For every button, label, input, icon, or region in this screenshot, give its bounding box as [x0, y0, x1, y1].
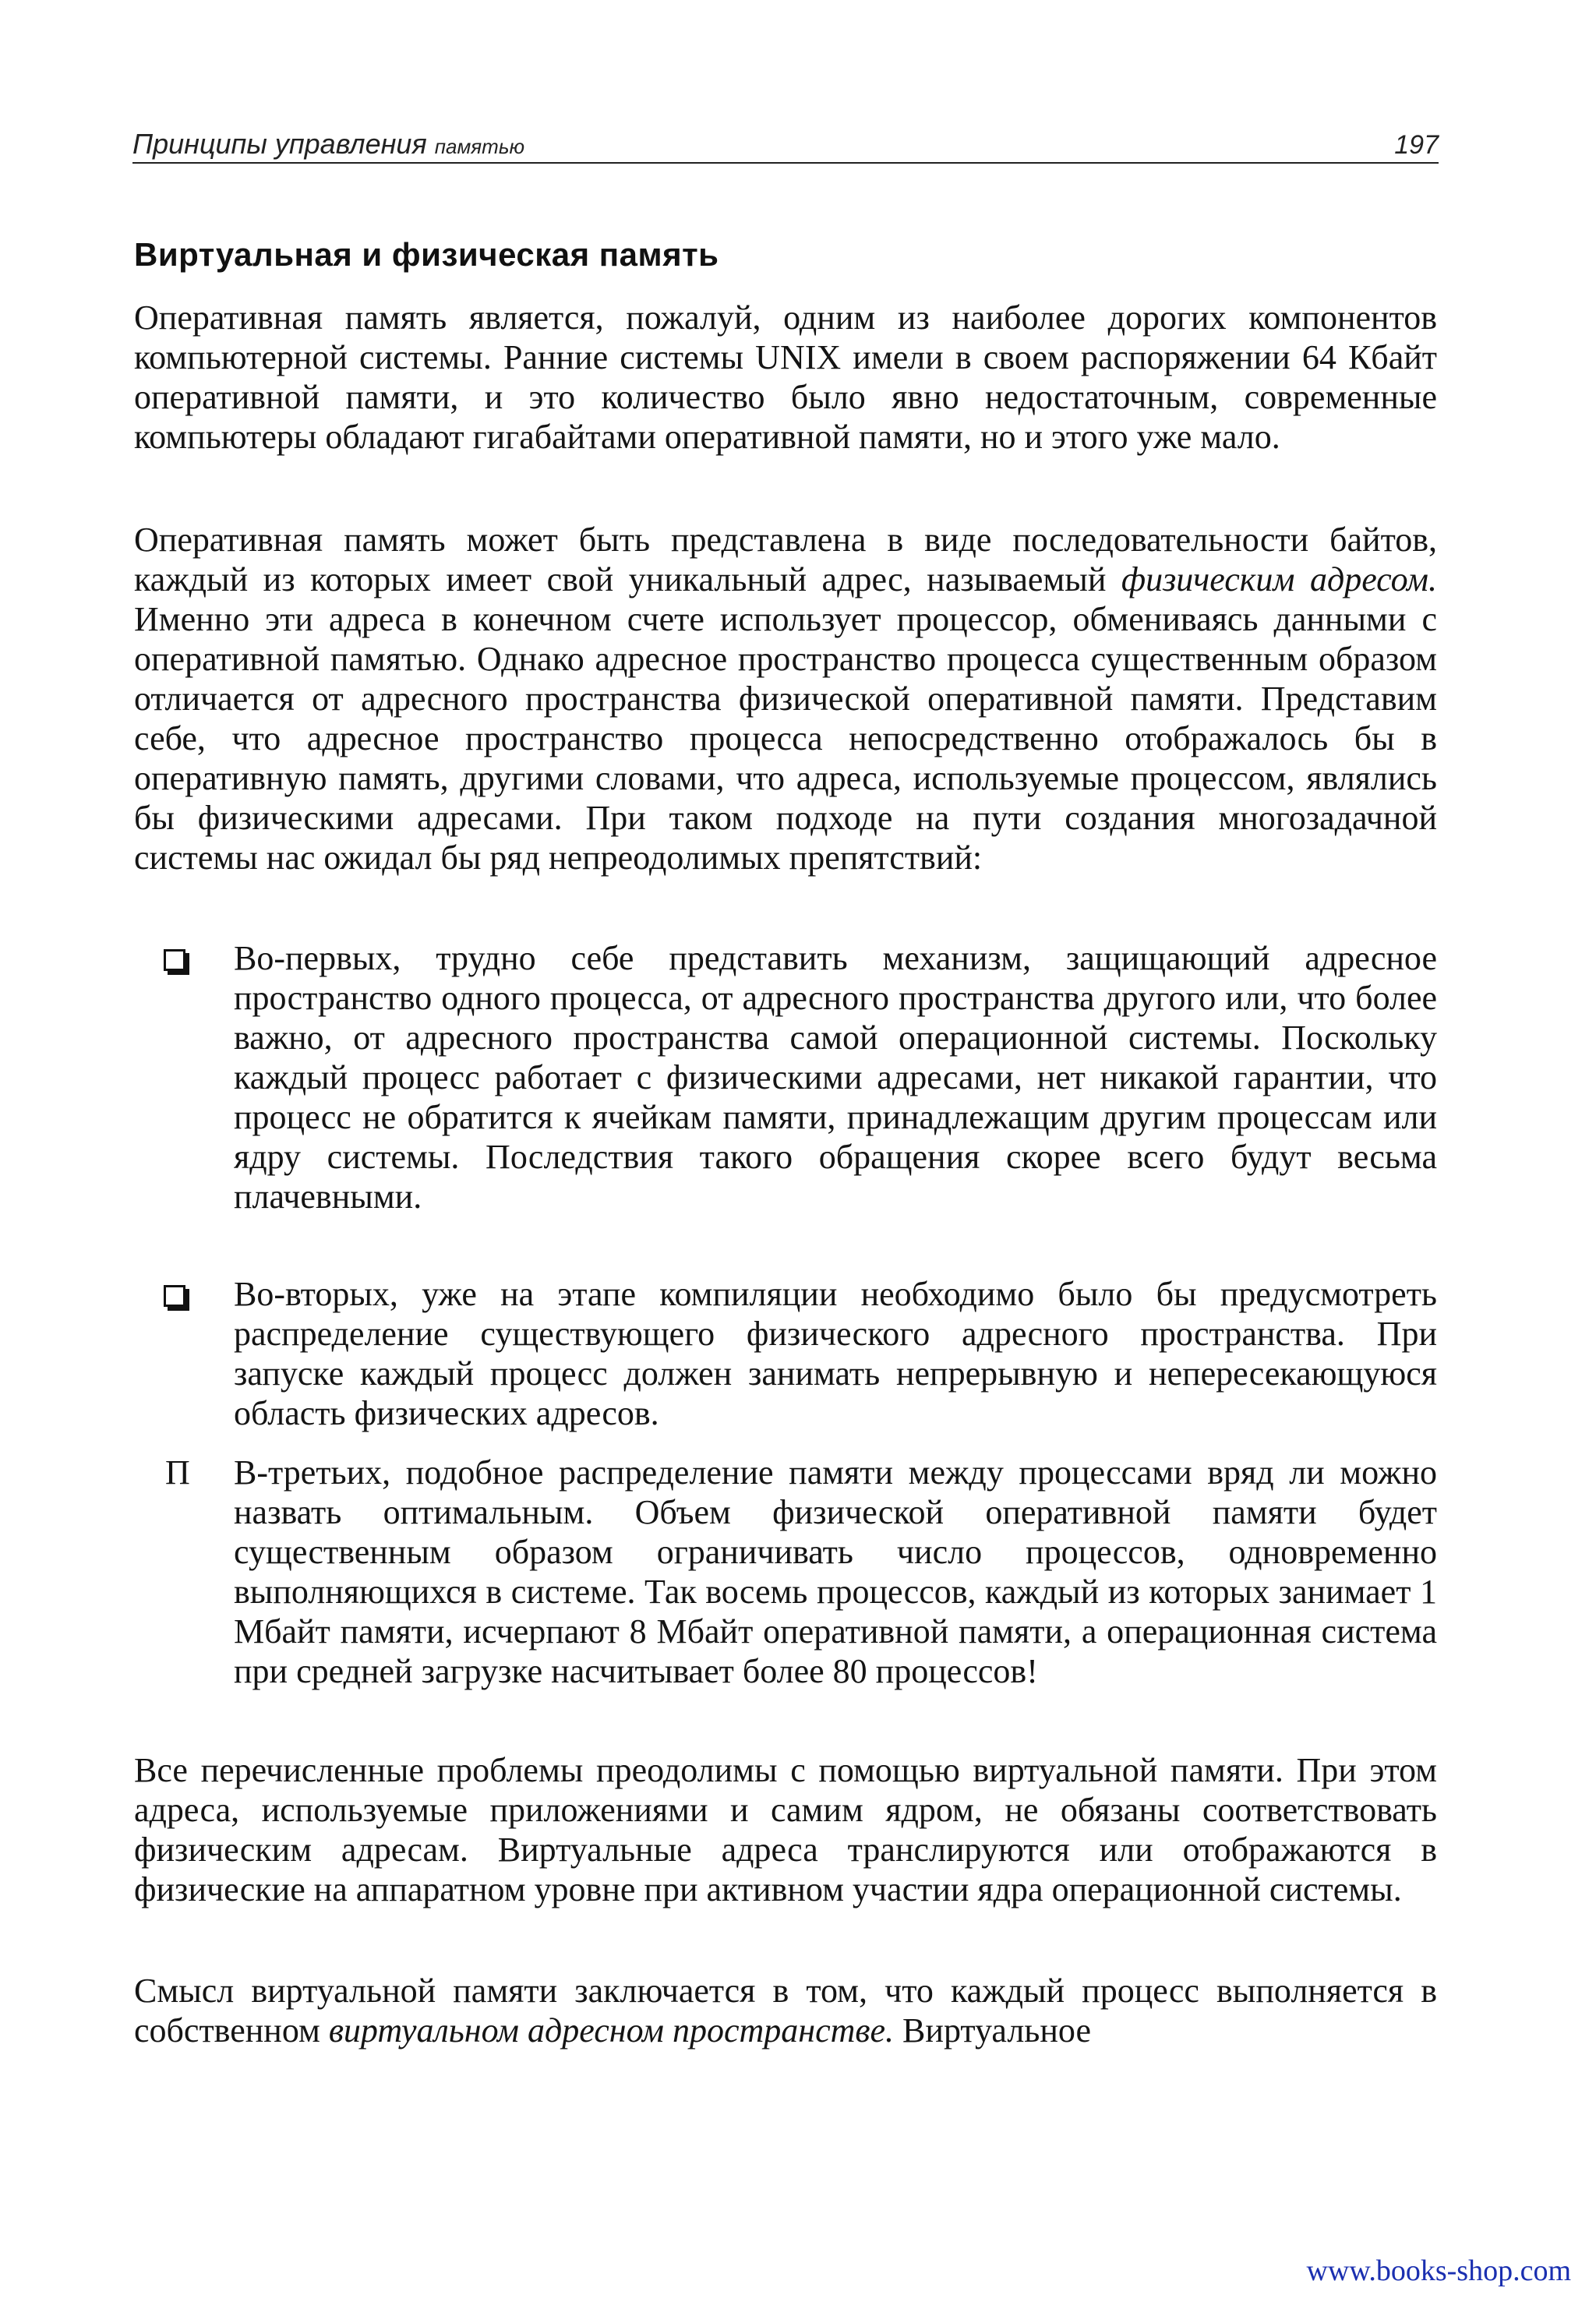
- paragraph-2: [134, 520, 1437, 877]
- bullet-item-1: [156, 938, 1437, 1216]
- bullet-item-3-text: В-третьих, подобное распределение памяти между процессами вряд ли можно назвать оптимальным. Объем физической оперативной памяти будет существенным образом ограничивать число процессов, одновременно выполняющихся в системе. Так восемь процессов, каждый из которых занимает 1 Мбайт памяти, исчерпают 8 Мбайт оперативной памяти, а операционная система при средней загрузке насчитывает более 80 процессов!: [234, 1453, 1437, 1690]
- bullet-marker-letter: П: [165, 1453, 190, 1492]
- term-physical-address: физическим адресом.: [1121, 560, 1437, 598]
- bullet-list-3: [156, 1453, 1437, 1691]
- term-virtual-address-space: виртуальном адресном пространстве.: [328, 2011, 895, 2050]
- paragraph-2-end: Именно эти адреса в конечном счете использует процессор, обмениваясь данными с оперативной памятью. Однако адресное пространство процесса существенным образом отличается от адресного пространства физической оперативной памяти. Представим себе, что адресное пространство процесса непосредственно отображалось бы в оперативную память, другими словами, что адреса, используемые процессом, являлись бы физическими адресами. При таком подходе на пути создания многозадачной системы нас ожидал бы ряд непреодолимых препятствий:: [134, 600, 1437, 877]
- bullet-item-2-text: Во-вторых, уже на этапе компиляции необходимо было бы предусмотреть распределение существующего физического адресного пространства. При запуске каждый процесс должен занимать непрерывную и непересекающуюся область физических адресов.: [234, 1275, 1437, 1432]
- paragraph-5-end: Виртуальное: [894, 2011, 1091, 2050]
- running-header: [132, 128, 1439, 164]
- footer-link[interactable]: www.books-shop.com: [1306, 2254, 1571, 2287]
- running-header-title-main: Принципы управления: [132, 128, 435, 160]
- bullet-list-2: [156, 1274, 1437, 1433]
- bullet-list-1: [156, 938, 1437, 1216]
- section-title: Виртуальная и физическая память: [134, 236, 719, 273]
- paragraph-1: Оперативная память является, пожалуй, одним из наиболее дорогих компонентов компьютерной системы. Ранние системы UNIX имели в своем распоряжении 64 Кбайт оперативной памяти, и это количество было явно недостаточным, современные компьютеры обладают гигабайтами оперативной памяти, но и этого уже мало.: [134, 298, 1437, 456]
- running-header-title-small: памятью: [434, 135, 525, 158]
- paragraph-2-start: Оперативная память может быть представлена в виде последовательности байтов, каждый из которых имеет свой уникальный адрес, называемый: [134, 521, 1437, 598]
- bullet-item-1-text: Во-первых, трудно себе представить механизм, защищающий адресное пространство одного процесса, от адресного пространства другого или, что более важно, от адресного пространства самой операционной системы. Поскольку каждый процесс работает с физическими адресами, нет никакой гарантии, что процесс не обратится к ячейкам памяти, принадлежащим другим процессам или ядру системы. Последствия такого обращения скорее всего будут весьма плачевными.: [234, 939, 1437, 1216]
- paragraph-5-start: Смысл виртуальной памяти заключается в том, что каждый процесс выполняется в собственном: [134, 1972, 1437, 2050]
- running-header-title: [132, 128, 524, 161]
- bullet-item-3: [156, 1453, 1437, 1691]
- checkbox-bullet-icon: [164, 1285, 185, 1307]
- paragraph-5: [134, 1971, 1437, 2050]
- bullet-item-2: [156, 1274, 1437, 1433]
- page-number: 197: [1394, 130, 1439, 160]
- paragraph-4: Все перечисленные проблемы преодолимы с помощью виртуальной памяти. При этом адреса, используемые приложениями и самим ядром, не обязаны соответствовать физическим адресам. Виртуальные адреса транслируются или отображаются в физические на аппаратном уровне при активном участии ядра операционной системы.: [134, 1751, 1437, 1908]
- checkbox-bullet-icon: [164, 949, 185, 971]
